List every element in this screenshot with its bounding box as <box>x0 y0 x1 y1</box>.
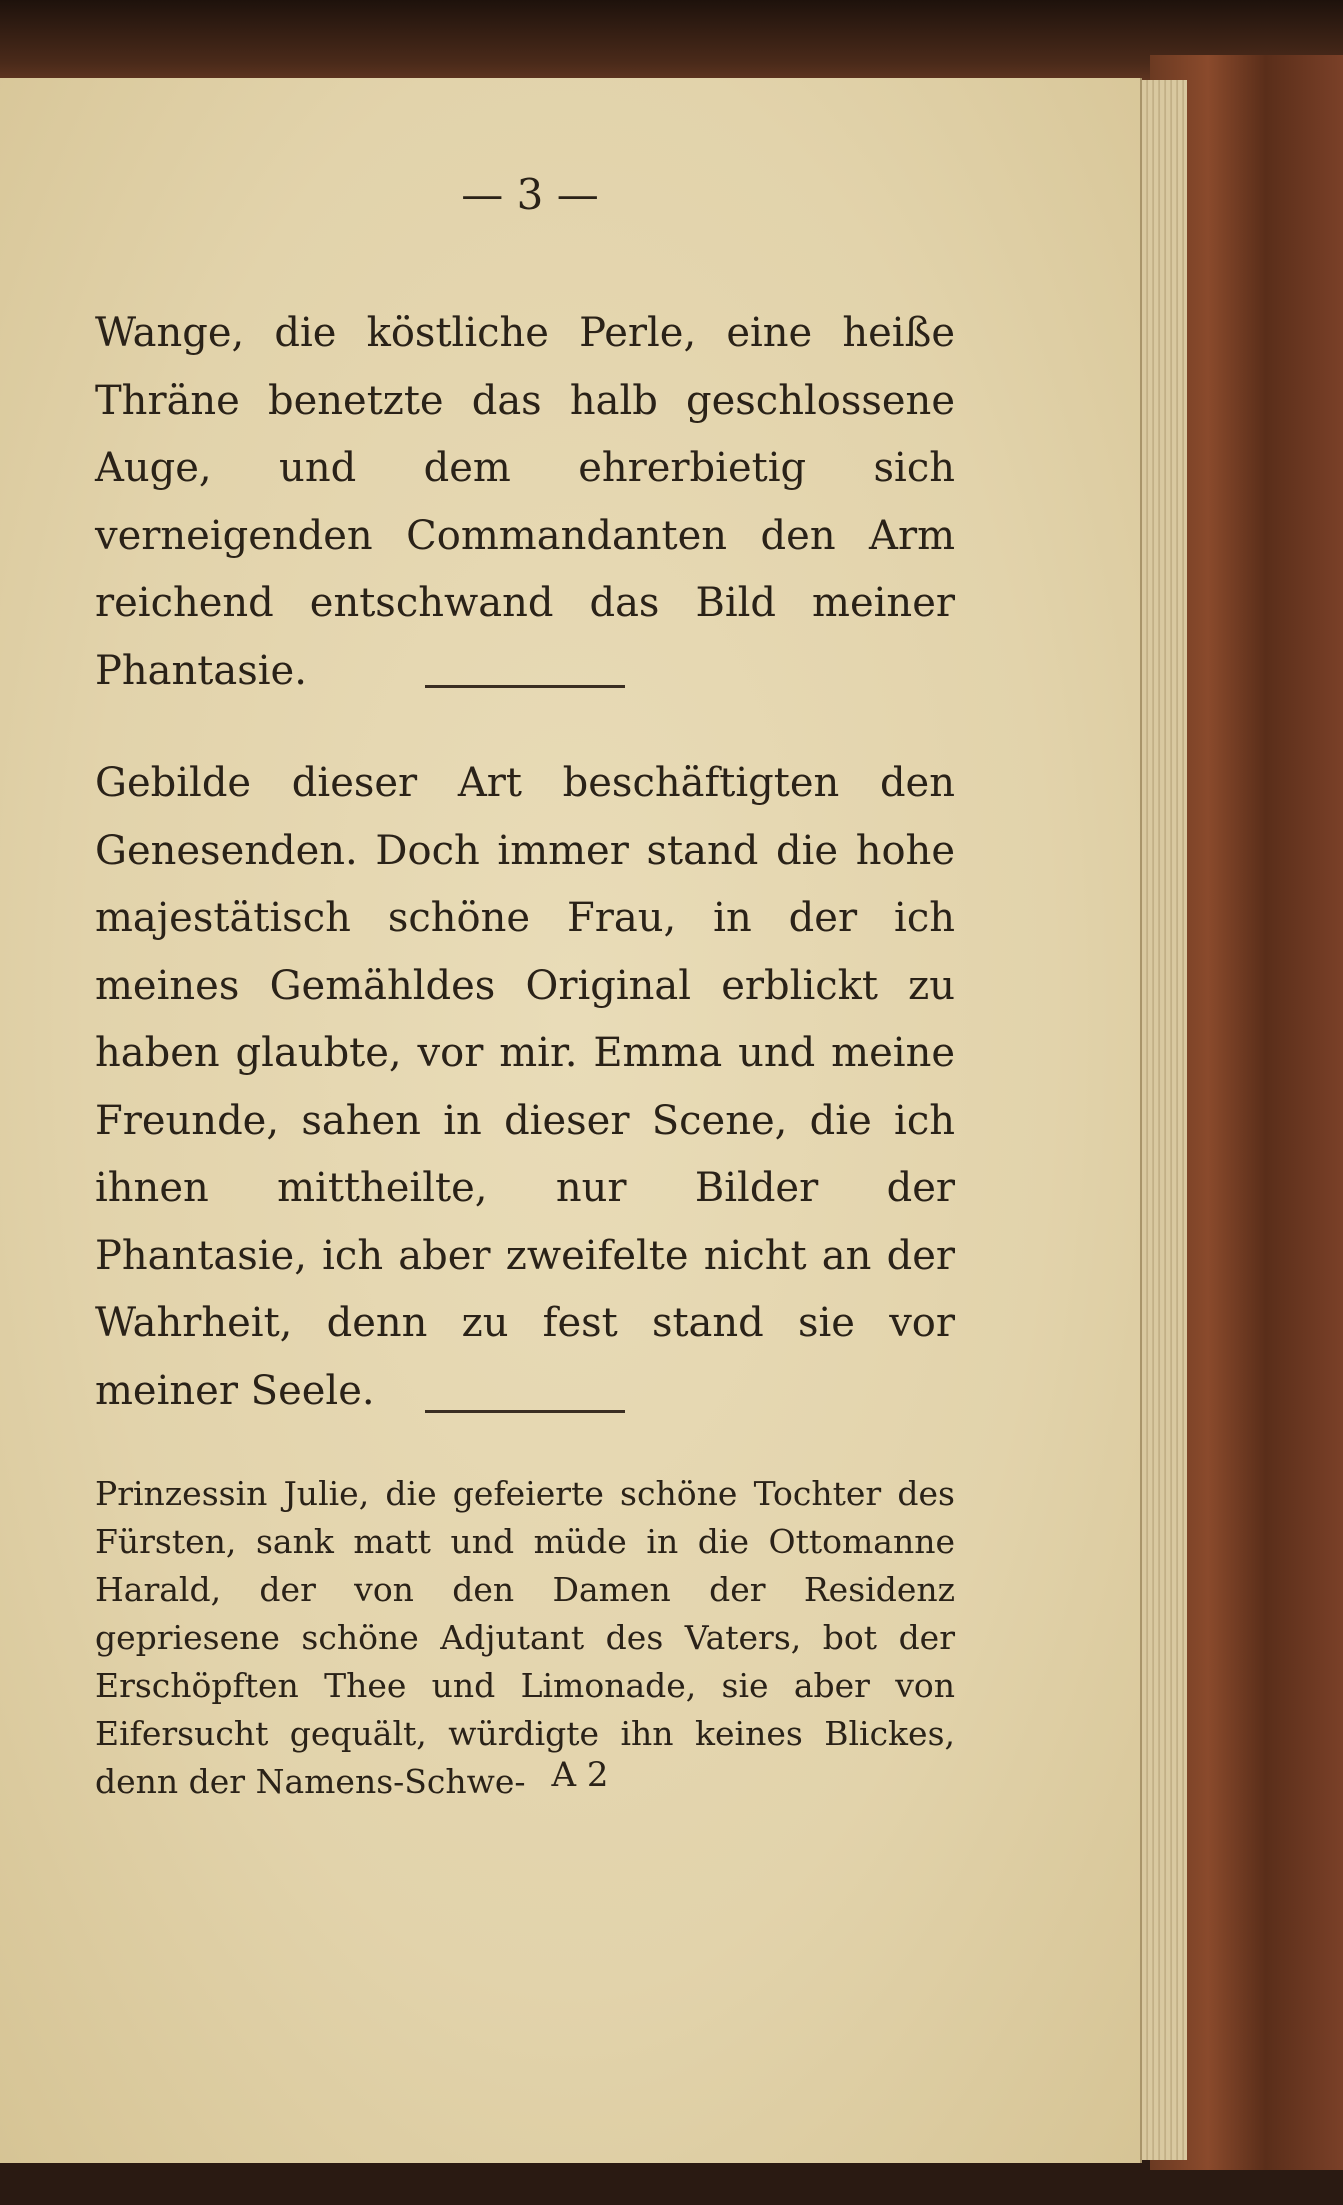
paragraph-2-text: Gebilde dieser Art beschäftigten den Genesenden. Doch immer stand die hohe majestätisch schöne Frau, in der ich meines Gemähldes Original erblickt zu haben glaubte, vor mir. Emma und meine Freunde, sahen in dieser Scene, die ich ihnen mittheilte, nur Bilder der Phantasie, ich aber zweifelte nicht an der Wahrheit, denn zu fest stand sie vor meiner Seele. <box>95 760 955 1414</box>
section-divider-1 <box>425 685 625 688</box>
footnote-text: Prinzessin Julie, die gefeierte schöne Tochter des Fürsten, sank matt und müde in die Ottomanne Harald, der von den Damen der Residenz gepriesene schöne Adjutant des Vaters, bot der Erschöpften Thee und Limonade, sie aber von Eifersucht gequält, würdigte ihn keines Blickes, denn der Namens-Schwe- <box>95 1474 955 1801</box>
signature-mark: A 2 <box>551 1755 609 1795</box>
page-edges <box>1135 80 1187 2160</box>
paragraph-1 <box>95 300 955 705</box>
paragraph-1-text: Wange, die köstliche Perle, eine heiße Thräne benetzte das halb geschlossene Auge, und dem ehrerbietig sich verneigenden Commandanten den Arm reichend entschwand das Bild meiner Phantasie. <box>95 310 955 694</box>
paragraph-2 <box>95 750 955 1425</box>
page-number: — 3 — <box>461 170 599 219</box>
section-divider-2 <box>425 1410 625 1413</box>
book-binding-top <box>0 0 1343 90</box>
